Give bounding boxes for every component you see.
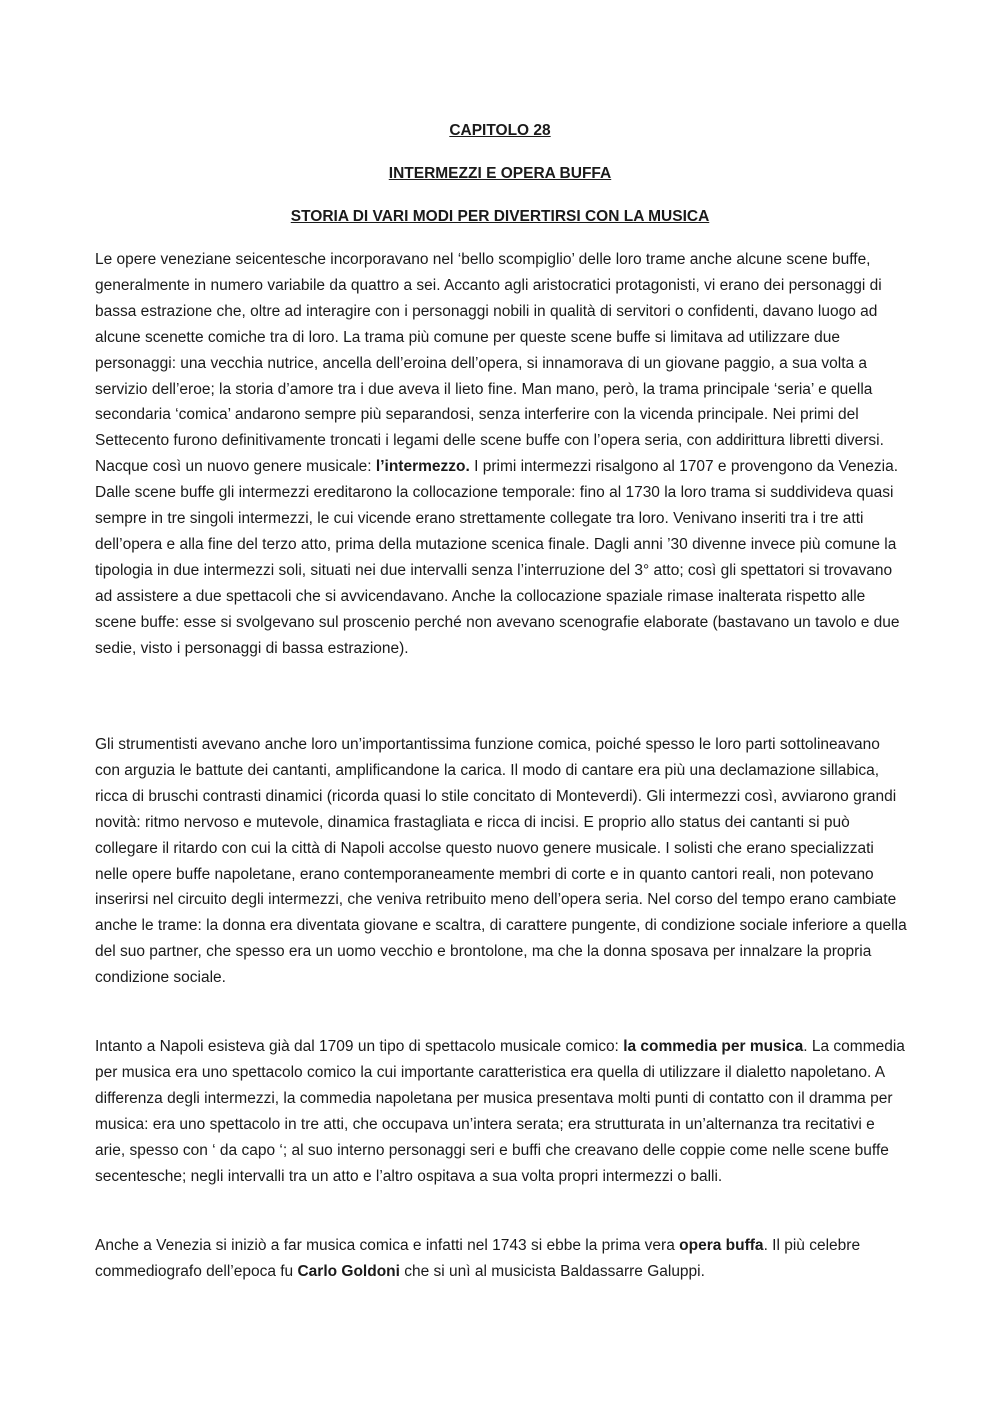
paragraph-text: Intanto a Napoli esisteva già dal 1709 un tipo di spettacolo musicale comico:	[95, 1038, 624, 1055]
paragraph-text: Anche a Venezia si iniziò a far musica comica e infatti nel 1743 si ebbe la prima vera	[95, 1237, 680, 1254]
chapter-subtitle: STORIA DI VARI MODI PER DIVERTIRSI CON LA MUSICA	[290, 208, 710, 225]
bold-term: opera buffa	[679, 1237, 764, 1254]
paragraph-opera-buffa	[95, 1233, 908, 1285]
paragraph-intermezzo	[95, 247, 908, 662]
chapter-heading: CAPITOLO 28	[449, 122, 551, 139]
bold-term: Carlo Goldoni	[297, 1262, 400, 1280]
chapter-title: INTERMEZZI E OPERA BUFFA	[388, 165, 612, 182]
paragraph-text: Gli strumentisti avevano anche loro un’importantissima funzione comica, poiché spesso le loro parti sottolineavano con arguzia le battute dei cantanti, amplificandone la carica. Il modo di cantare era più una declamazione sillabica, ricca di bruschi contrasti dinamici (ricorda quasi lo stile concitato di Monteverdi). Gli intermezzi così, avviarono grandi novità: ritmo nervoso e mutevole, dinamica frastagliata e ricca di incisi. E proprio allo status dei cantanti si può collegare il ritardo con cui la città di Napoli accolse questo nuovo genere musicale. I solisti che erano specializzati nelle opere buffe napoletane, erano contemporaneamente membri di corte e in quanto cantori reali, non potevano inserirsi nel circuito degli intermezzi, che veniva retribuito meno dell’opera seria. Nel corso del tempo erano cambiate anche le trame: la donna era diventata giovane e scaltra, di carattere pungente, di condizione sociale inferiore a quella del suo partner, che spesso era un uomo vecchio e brontolone, ma che la donna sposava per innalzare la propria condizione sociale.	[95, 736, 907, 987]
paragraph-text: . Il più celebre commediografo dell’epoca fu	[95, 1237, 861, 1280]
paragraph-text: . La commedia per musica era uno spettacolo comico la cui importante caratteristica era quella di utilizzare il dialetto napoletano. A differenza degli intermezzi, la commedia napoletana per musica presentava molti punti di contatto con il dramma per musica: era uno spettacolo in tre atti, che occupava un’intera serata; era strutturata in un’alternanza tra recitativi e arie, spesso con ‘ da capo ‘; al suo interno personaggi seri e buffi che creavano delle coppie come nelle scene buffe secentesche; negli intervalli tra un atto e l’altro ospitava a sua volta propri intermezzi o balli.	[95, 1038, 905, 1185]
bold-term: la commedia per musica	[623, 1038, 804, 1055]
paragraph-text: che si unì al musicista Baldassarre Galuppi.	[399, 1262, 705, 1280]
paragraph-strumentisti	[95, 732, 908, 991]
bold-term: l’intermezzo.	[375, 458, 470, 476]
paragraph-commedia	[95, 1034, 908, 1189]
paragraph-text: Le opere veneziane seicentesche incorporavano nel ‘bello scompiglio’ delle loro trame anche alcune scene buffe, generalmente in numero variabile da quattro a sei. Accanto agli aristocratici protagonisti, vi erano dei personaggi di bassa estrazione che, oltre ad interagire con i personaggi nobili in qualità di servitori o confidenti, davano luogo ad alcune scenette comiche tra di loro. La trama più comune per queste scene buffe si limitava ad utilizzare due personaggi: una vecchia nutrice, ancella dell’eroina dell’opera, si innamorava di un giovane paggio, a sua volta a servizio dell’eroe; la storia d’amore tra i due aveva il lieto fine. Man mano, però, la trama principale ‘seria’ e quella secondaria ‘comica’ andarono sempre più separandosi, senza interferire con la vicenda principale. Nei primi del Settecento furono definitivamente troncati i legami delle scene buffe con l’opera seria, con addirittura libretti diversi. Nacque così un nuovo genere musicale:	[95, 251, 884, 476]
paragraph-text: I primi intermezzi risalgono al 1707 e provengono da Venezia. Dalle scene buffe gli intermezzi ereditarono la collocazione temporale: fino al 1730 la loro trama si suddivideva quasi sempre in tre singoli intermezzi, le cui vicende erano strettamente collegate tra loro. Venivano inseriti tra i tre atti dell’opera e alla fine del terzo atto, prima della mutazione scenica finale. Dagli anni ’30 divenne invece più comune la tipologia in due intermezzi soli, situati nei due intervalli senza l’interruzione del 3° atto; così gli spettatori si trovavano ad assistere a due spettacoli che si avvicendavano. Anche la collocazione spaziale rimase inalterata rispetto alle scene buffe: esse si svolgevano sul proscenio perché non avevano scenografie elaborate (bastavano un tavolo e due sedie, visto i personaggi di bassa estrazione).	[95, 458, 900, 657]
